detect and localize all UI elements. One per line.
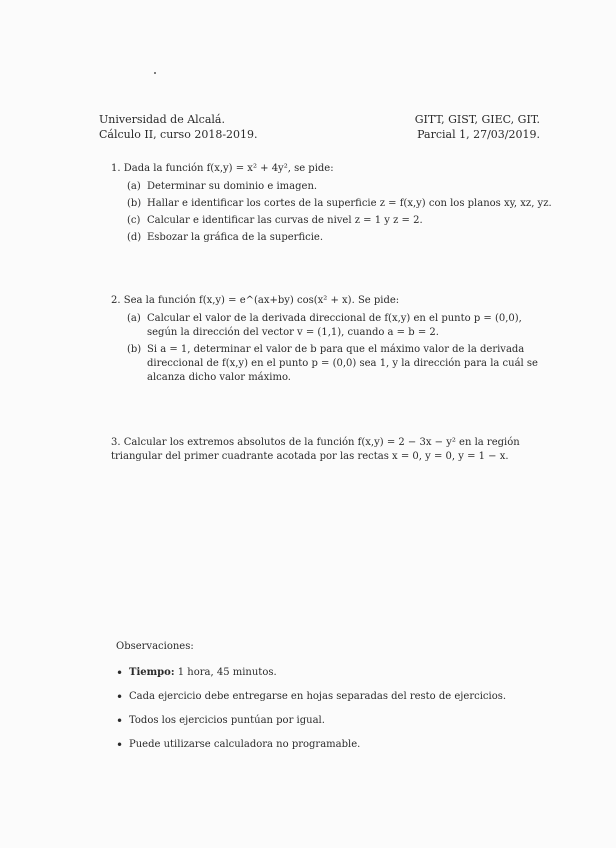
item-label: (d) — [127, 232, 142, 243]
problem-2-item-b — [127, 343, 541, 385]
observations-list — [116, 666, 506, 752]
scan-speck — [154, 72, 156, 74]
problem-3-statement: 3. Calcular los extremos absolutos de la función f(x,y) = 2 − 3x − y² en la región triangular del primer cuadrante acotada por las rectas x = 0, y = 0, y = 1 − x. — [111, 437, 520, 462]
problem-1-item-d — [127, 231, 541, 245]
problem-2-item-a — [127, 312, 541, 340]
item-label: (a) — [127, 313, 141, 324]
item-text: Si a = 1, determinar el valor de b para que el máximo valor de la derivada direccional de f(x,y) en el punto p = (0,0) sea 1, y la dirección para la cuál se alcanza dicho valor máximo. — [147, 344, 538, 383]
item-label: (c) — [127, 215, 141, 226]
degrees: GITT, GIST, GIEC, GIT. — [414, 113, 540, 126]
course-name: Cálculo II, curso 2018-2019. — [99, 128, 258, 141]
problem-1-item-c — [127, 214, 541, 228]
exam-date: Parcial 1, 27/03/2019. — [417, 128, 540, 141]
observations — [116, 640, 506, 762]
item-text: Hallar e identificar los cortes de la superficie z = f(x,y) con los planos xy, xz, yz. — [147, 198, 552, 209]
problem-2-statement: 2. Sea la función f(x,y) = e^(ax+by) cos(x² + x). Se pide: — [111, 295, 400, 306]
problem-2-items — [127, 312, 541, 385]
time-label: Tiempo: — [129, 667, 175, 678]
item-text: Calcular e identificar las curvas de nivel z = 1 y z = 2. — [147, 215, 423, 226]
item-text: Calcular el valor de la derivada direccional de f(x,y) en el punto p = (0,0), según la dirección del vector v = (1,1), cuando a = b = 2. — [147, 313, 522, 338]
item-text: Determinar su dominio e imagen. — [147, 181, 318, 192]
item-label: (b) — [127, 344, 142, 355]
header-right — [415, 112, 540, 142]
problem-1-item-b — [127, 197, 552, 211]
observation-time — [116, 666, 506, 680]
problem-3 — [111, 436, 541, 464]
problem-1 — [111, 162, 552, 248]
item-label: (a) — [127, 181, 141, 192]
observation-separate-sheets: • Cada ejercicio debe entregarse en hojas separadas del resto de ejercicios. — [116, 690, 506, 704]
observation-equal-score: • Todos los ejercicios puntúan por igual. — [116, 714, 506, 728]
item-text: Esbozar la gráfica de la superficie. — [147, 232, 324, 243]
observation-calculator: • Puede utilizarse calculadora no programable. — [116, 738, 506, 752]
university-name: Universidad de Alcalá. — [99, 113, 225, 126]
problem-1-item-a — [127, 180, 541, 194]
problem-1-statement: 1. Dada la función f(x,y) = x² + 4y², se pide: — [111, 163, 334, 174]
header-left — [99, 112, 258, 142]
time-value: 1 hora, 45 minutos. — [177, 667, 277, 678]
problem-2 — [111, 294, 541, 388]
item-label: (b) — [127, 198, 142, 209]
observations-title: Observaciones: — [116, 641, 194, 652]
problem-1-items — [127, 180, 552, 245]
